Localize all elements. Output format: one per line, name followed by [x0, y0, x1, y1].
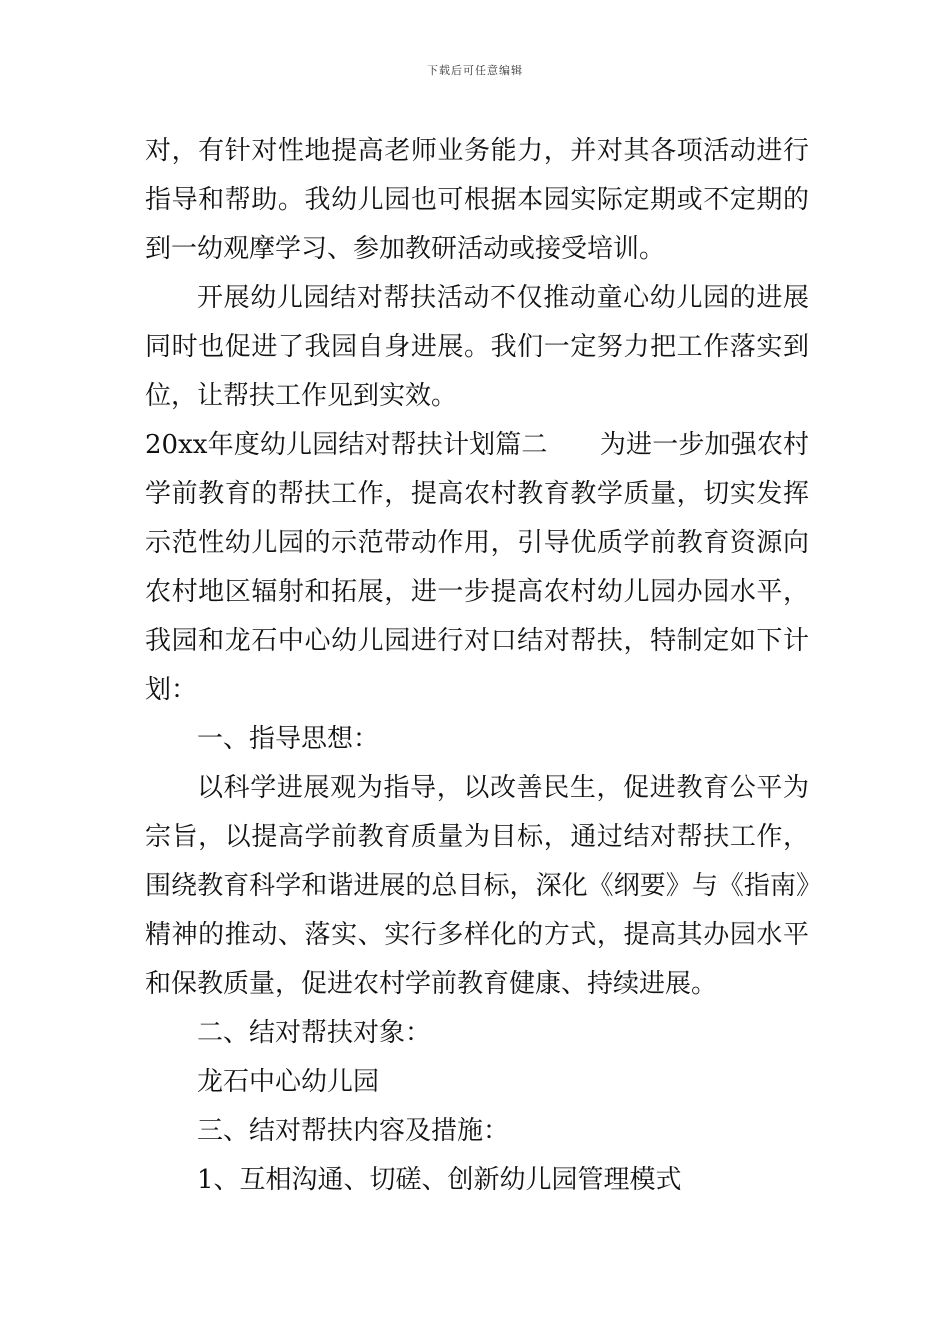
- list-item-1: 1、互相沟通、切磋、创新幼儿园管理模式: [197, 1165, 682, 1195]
- document-body: [145, 127, 809, 1205]
- page-header-note: 下载后可任意编辑: [427, 64, 523, 77]
- paragraph-1: 对，有针对性地提高老师业务能力，并对其各项活动进行指导和帮助。我幼儿园也可根据本园实际定期或不定期的到一幼观摩学习、参加教研活动或接受培训。: [145, 136, 809, 264]
- paragraph-3-section-title: 20xx年度幼儿园结对帮扶计划篇二 为进一步加强农村学前教育的帮扶工作，提高农村教育教学质量，切实发挥示范性幼儿园的示范带动作用，引导优质学前教育资源向农村地区辐射和拓展，进一步提高农村幼儿园办园水平，我园和龙石中心幼儿园进行对口结对帮扶，特制定如下计划：: [145, 430, 809, 705]
- heading-guiding-ideology: 一、指导思想：: [197, 724, 380, 754]
- paragraph-pairing-target: 龙石中心幼儿园: [197, 1067, 380, 1097]
- heading-pairing-target: 二、结对帮扶对象：: [197, 1018, 432, 1048]
- paragraph-guiding-ideology: 以科学进展观为指导，以改善民生，促进教育公平为宗旨，以提高学前教育质量为目标，通过结对帮扶工作，围绕教育科学和谐进展的总目标，深化《纲要》与《指南》精神的推动、落实、实行多样化的方式，提高其办园水平和保教质量，促进农村学前教育健康、持续进展。: [145, 773, 809, 999]
- paragraph-2: 开展幼儿园结对帮扶活动不仅推动童心幼儿园的进展同时也促进了我园自身进展。我们一定努力把工作落实到位，让帮扶工作见到实效。: [145, 283, 809, 411]
- heading-content-measures: 三、结对帮扶内容及措施：: [197, 1116, 510, 1146]
